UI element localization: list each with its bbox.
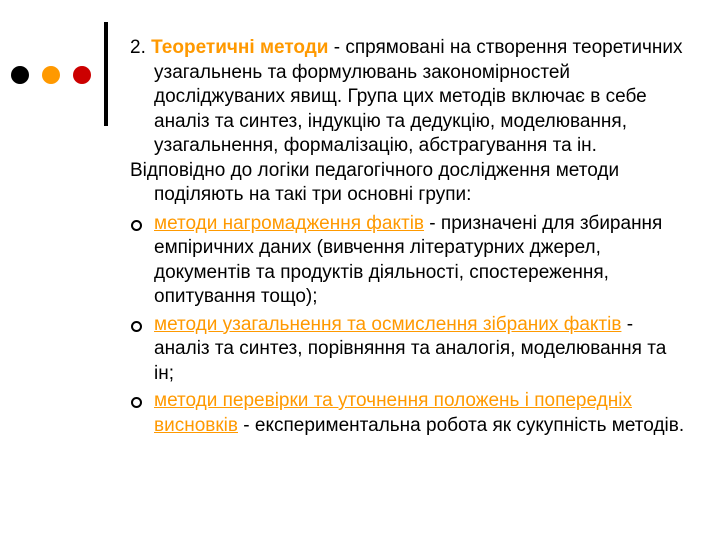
groups-intro-text: Відповідно до логіки педагогічного дослідження методи поділяють на такі три основні групи: bbox=[130, 159, 620, 205]
bullet-ring-icon bbox=[131, 397, 142, 408]
bullet-text: - призначені для збирання емпіричних даних (вивчення літературних джерел, документів та продуктів діяльності, спостереження, опитування тощо); bbox=[154, 212, 663, 307]
decorative-dot-red bbox=[73, 66, 91, 84]
list-item bbox=[130, 389, 690, 438]
bullet-text: - експериментальна робота як сукупність методів. bbox=[238, 414, 685, 436]
link-fact-accumulation-methods[interactable]: методи нагромадження фактів bbox=[154, 212, 425, 234]
decorative-vertical-bar bbox=[104, 22, 108, 126]
method-groups-list bbox=[130, 212, 690, 439]
list-item bbox=[130, 212, 690, 310]
bullet-ring-icon bbox=[131, 321, 142, 332]
link-fact-generalization-methods[interactable]: методи узагальнення та осмислення зібраних фактів bbox=[154, 313, 622, 335]
bullet-ring-icon bbox=[131, 220, 142, 231]
bullet-text: - аналіз та синтез, порівняння та аналогія, моделювання та ін; bbox=[154, 313, 667, 384]
link-verification-methods[interactable]: методи перевірки та уточнення положень і попередніх висновків bbox=[154, 390, 632, 436]
list-item bbox=[130, 313, 690, 387]
paragraph-groups-intro bbox=[130, 159, 690, 208]
theoretical-methods-title: Теоретичні методи bbox=[151, 37, 329, 58]
decorative-dot-orange bbox=[42, 66, 60, 84]
theoretical-methods-text: - спрямовані на створення теоретичних узагальнень та формулювань закономірностей досліджуваних явищ. Група цих методів включає в себе аналіз та синтез, індукцію та дедукцію, моделювання, узагальнення, формалізацію, абстрагування та ін. bbox=[154, 37, 683, 156]
paragraph-theoretical-methods bbox=[130, 36, 690, 159]
slide-content bbox=[130, 36, 690, 438]
decorative-dot-black bbox=[11, 66, 29, 84]
paragraph-number: 2. bbox=[130, 37, 146, 58]
